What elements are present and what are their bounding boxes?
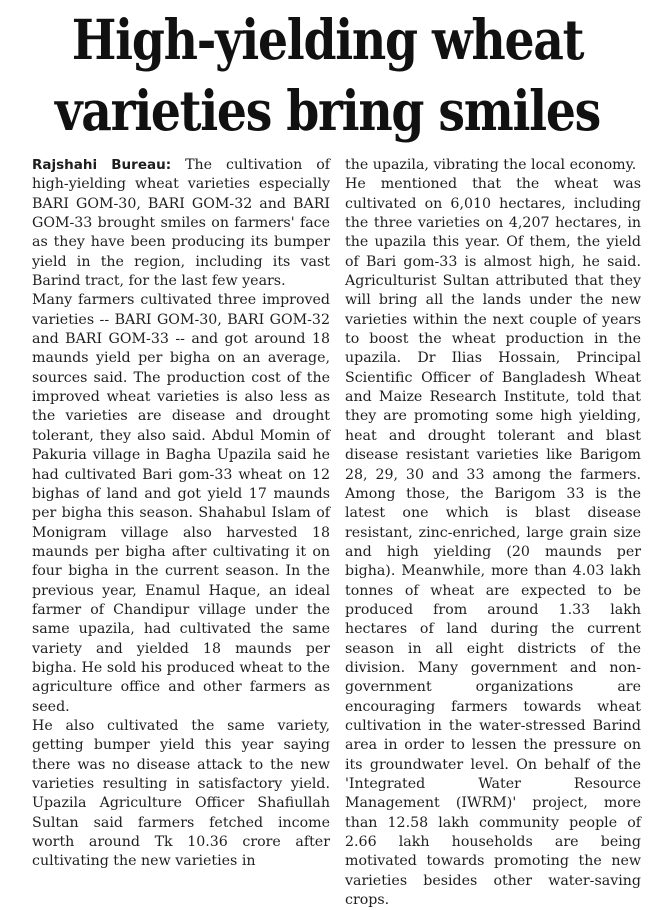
article-column-left [32,156,330,872]
article-paragraph: He also cultivated the same variety, getting bumper yield this year saying there was no disease attack to the new varieties resulting in satisfactory yield. Upazila Agriculture Officer Shafiullah Sultan said farmers fetched income worth around Tk 10.36 crore after cultivating the new varieties in [32,717,330,870]
article-paragraph [32,156,330,291]
paragraph-text: The cultivation of high-yielding wheat varieties especially BARI GOM-30, BARI GOM-32 and BARI GOM-33 brought smiles on farmers' face as they have been producing its bumper yield in the region, including its vast Barind tract, for the last few years. [32,157,330,290]
article-paragraph: Many farmers cultivated three improved varieties -- BARI GOM-30, BARI GOM-32 and BARI GOM-33 -- and got around 18 maunds yield per bigha on an average, sources said. The production cost of the improved wheat varieties is also less as the varieties are disease and drought tolerant, they also said. Abdul Momin of Pakuria village in Bagha Upazila said he had cultivated Bari gom-33 wheat on 12 bighas of land and got yield 17 maunds per bigha this season. Shahabul Islam of Monigram village also harvested 18 maunds per bigha after cultivating it on four bigha in the current season. In the previous year, Enamul Haque, an ideal farmer of Chandipur village under the same upazila, had cultivated the same variety and yielded 18 maunds per bigha. He sold his produced wheat to the agriculture office and other farmers as seed. [32,292,330,715]
byline: Rajshahi Bureau: [32,157,172,173]
headline-line-1: High-yielding wheat [71,7,584,72]
article-column-right [345,156,641,910]
article-paragraph: He mentioned that the wheat was cultivated on 6,010 hectares, including the three varieties on 4,207 hectares, in the upazila this year. Of them, the yield of Bari gom-33 is almost high, he said. Agriculturist Sultan attributed that they will bring all the lands under the new varieties within the next couple of years to boost the wheat production in the upazila. Dr Ilias Hossain, Principal Scientific Officer of Bangladesh Wheat and Maize Research Institute, told that they are promoting some high yielding, heat and drought tolerant and blast disease resistant varieties like Barigom 28, 29, 30 and 33 among the farmers. Among those, the Barigom 33 is the latest one which is blast disease resistant, zinc-enriched, large grain size and high yielding (20 maunds per bigha). Meanwhile, more than 4.03 lakh tonnes of wheat are expected to be produced from around 1.33 lakh hectares of land during the current season in all eight districts of the division. Many government and non-government organizations are encouraging farmers towards wheat cultivation in the water-stressed Barind area in order to lessen the pressure on its groundwater level. On behalf of the 'Integrated Water Resource Management (IWRM)' project, more than 12.58 lakh community people of 2.66 lakh households are being motivated towards promoting the new varieties besides other water-saving crops. [345,176,641,909]
headline-line-2: varieties bring smiles [55,78,600,143]
article-paragraph: the upazila, vibrating the local economy. [345,157,637,173]
headline [46,4,609,146]
